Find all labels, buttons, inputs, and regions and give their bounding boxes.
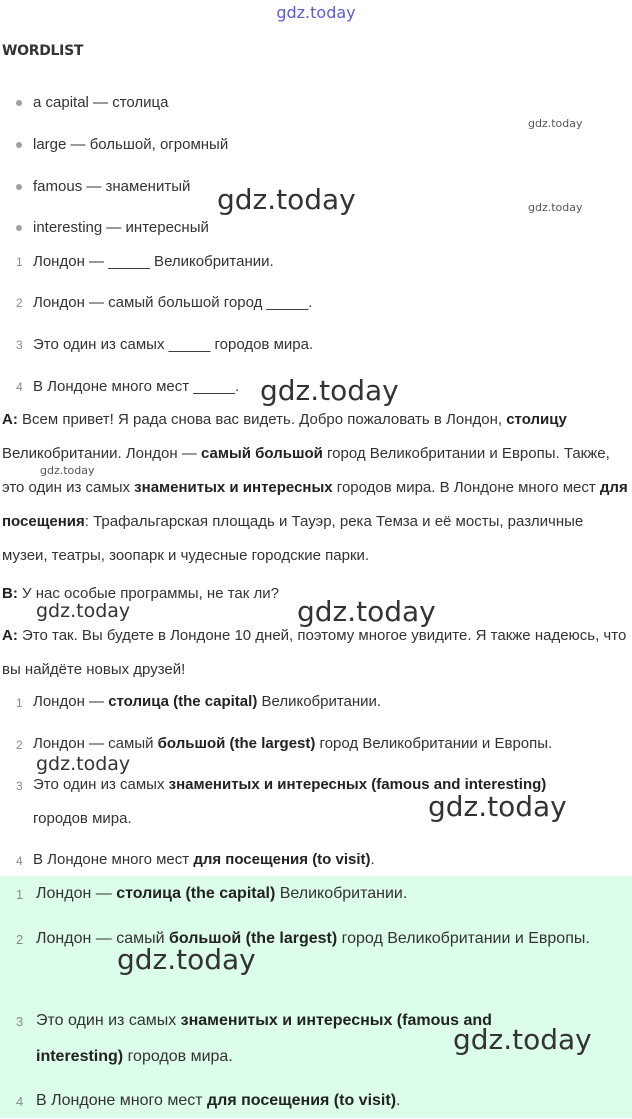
watermark: gdz.today [297,595,436,628]
wordlist-item: large — большой, огромный [33,136,229,153]
dialogue-a2: A: Это так. Вы будете в Лондоне 10 дней, поэтому многое увидите. Я также надеюсь, что вы найдёте новых друзей! [2,627,627,678]
watermark: gdz.today [428,790,567,823]
question-text: Лондон — _____ Великобритании. [33,253,274,270]
dialogue-b1: B: У нас особые программы, не так ли? [2,585,279,602]
answer-number: 4 [16,1094,24,1109]
watermark: gdz.today [528,201,583,214]
watermark: gdz.today [117,943,256,976]
answer-number: 2 [16,932,24,947]
wordlist-item: interesting — интересный [33,219,209,236]
watermark: gdz.today [217,183,356,216]
watermark: gdz.today [36,753,131,775]
answer-text: Лондон — столица (the capital) Великобритании. [33,693,382,710]
answer-number: 1 [16,887,24,902]
question-text: В Лондоне много мест _____. [33,378,240,395]
question-number: 3 [16,338,23,352]
top-watermark: gdz.today [276,3,356,22]
question-text: Это один из самых _____ городов мира. [33,336,314,353]
watermark: gdz.today [40,464,95,477]
watermark: gdz.today [260,374,399,407]
watermark: gdz.today [453,1023,592,1056]
bullet-icon [16,184,22,190]
answer-number: 2 [16,738,23,752]
wordlist-item: a capital — столица [33,94,169,111]
wordlist-title: WORDLIST [2,43,84,59]
question-number: 1 [16,255,23,269]
watermark: gdz.today [36,600,131,622]
answer-text: Лондон — самый большой (the largest) город Великобритании и Европы. [36,930,590,947]
answer-text: В Лондоне много мест для посещения (to visit). [33,851,375,868]
answer-text: Лондон — самый большой (the largest) город Великобритании и Европы. [33,735,553,752]
answer-number: 3 [16,1014,24,1029]
watermark: gdz.today [528,117,583,130]
answer-number: 4 [16,854,23,868]
wordlist-item: famous — знаменитый [33,178,191,195]
dialogue-a1: A: Всем привет! Я рада снова вас видеть. Добро пожаловать в Лондон, столицу Великобритании. Лондон — самый большой город Великобритании и Европы. Также, это один из самых знаменитых и интересных городов мира. В Лондоне много мест для посещения: Трафальгарская площадь и Тауэр, река Темза и её мосты, различные музеи, театры, зоопарк и чудесные городские парки. [2,411,628,564]
answer-text: Это один из самых знаменитых и интересных (famous and interesting) городов мира. [36,1012,492,1065]
question-text: Лондон — самый большой город _____. [33,294,313,311]
answer-text: Лондон — столица (the capital) Великобритании. [36,885,408,902]
bullet-icon [16,225,22,231]
answer-number: 1 [16,696,23,710]
highlighted-answers [0,876,632,1118]
answer-number: 3 [16,779,23,793]
answer-text: Это один из самых знаменитых и интересных (famous and interesting) городов мира. [33,776,547,827]
question-number: 4 [16,380,23,394]
bullet-icon [16,142,22,148]
question-number: 2 [16,296,23,310]
bullet-icon [16,100,22,106]
answer-text: В Лондоне много мест для посещения (to visit). [36,1092,401,1109]
